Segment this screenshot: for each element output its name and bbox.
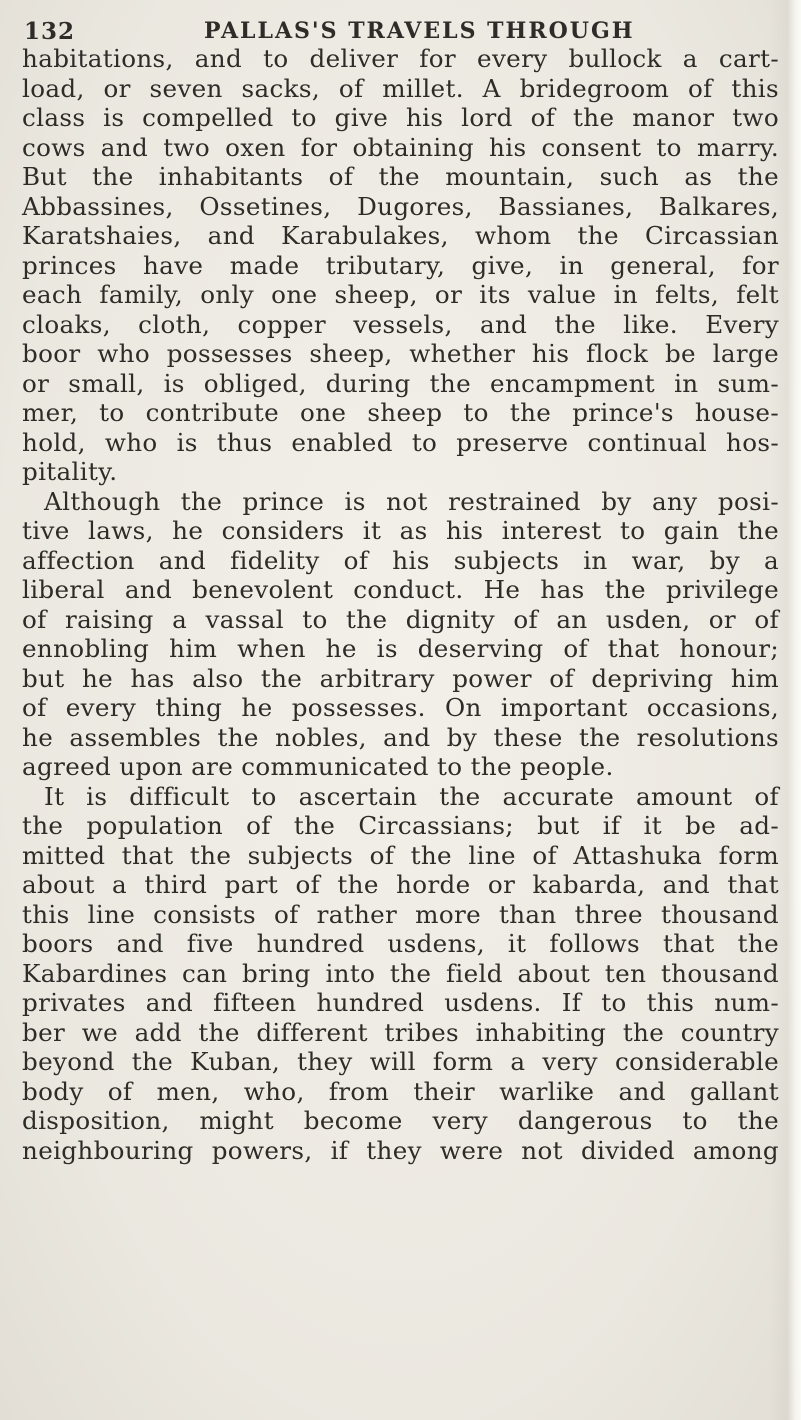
text-line: princes have made tributary, give, in general, for [22,250,779,280]
text-line: this line consists of rather more than three thousand [22,899,779,929]
paragraph-start-line: Although the prince is not restrained by any posi- [44,486,779,516]
text-line: ennobling him when he is deserving of that honour; [22,634,779,663]
text-line: privates and fifteen hundred usdens. If to this num- [22,988,779,1017]
text-line: disposition, might become very dangerous to the [22,1106,779,1135]
page-number: 132 [24,18,76,45]
text-line: load, or seven sacks, of millet. A bridegroom of this [22,73,779,103]
text-line: beyond the Kuban, they will form a very considerable [22,1047,779,1076]
text-line: Abbassines, Ossetines, Dugores, Bassianes, Balkares, [22,191,779,221]
text-line: he assembles the nobles, and by these the resolutions [22,722,779,752]
text-line: boor who possesses sheep, whether his flock be large [22,339,779,368]
text-line: or small, is obliged, during the encampment in sum- [22,368,779,398]
text-line: liberal and benevolent conduct. He has the privilege [22,575,779,604]
text-line: neighbouring powers, if they were not divided among [22,1135,779,1165]
text-line: habitations, and to deliver for every bullock a cart- [22,44,779,73]
text-line: mer, to contribute one sheep to the prince's house- [22,398,779,427]
text-line: mitted that the subjects of the line of Attashuka form [22,840,779,870]
text-line: of raising a vassal to the dignity of an usden, or of [22,604,779,634]
text-line: affection and fidelity of his subjects in war, by a [22,545,779,575]
text-line: about a third part of the horde or kabarda, and that [22,870,779,899]
paragraph-end-line: pitality. [22,457,118,486]
text-line: the population of the Circassians; but if it be ad- [22,811,779,840]
text-line: but he has also the arbitrary power of depriving him [22,663,779,693]
text-line: cows and two oxen for obtaining his consent to marry. [22,132,779,162]
text-line: hold, who is thus enabled to preserve continual hos- [22,427,779,457]
text-line: tive laws, he considers it as his interest to gain the [22,516,779,545]
text-line: body of men, who, from their warlike and gallant [22,1076,779,1106]
text-line: each family, only one sheep, or its value in felts, felt [22,280,779,309]
running-title: PALLAS'S TRAVELS THROUGH [204,18,635,44]
text-line: But the inhabitants of the mountain, such as the [22,162,779,191]
text-line: boors and five hundred usdens, it follows that the [22,929,779,958]
text-line: ber we add the different tribes inhabiting the country [22,1017,779,1047]
text-line: Kabardines can bring into the field about ten thousand [22,958,779,988]
text-line: cloaks, cloth, copper vessels, and the like. Every [22,309,779,339]
page-edge [787,0,801,1420]
paragraph-start-line: It is difficult to ascertain the accurate amount of [44,781,779,811]
text-line: Karatshaies, and Karabulakes, whom the Circassian [22,221,779,250]
page-body-text [22,44,779,1165]
text-line: class is compelled to give his lord of the manor two [22,103,779,132]
paragraph-end-line: agreed upon are communicated to the people. [22,752,614,781]
text-line: of every thing he possesses. On important occasions, [22,693,779,722]
